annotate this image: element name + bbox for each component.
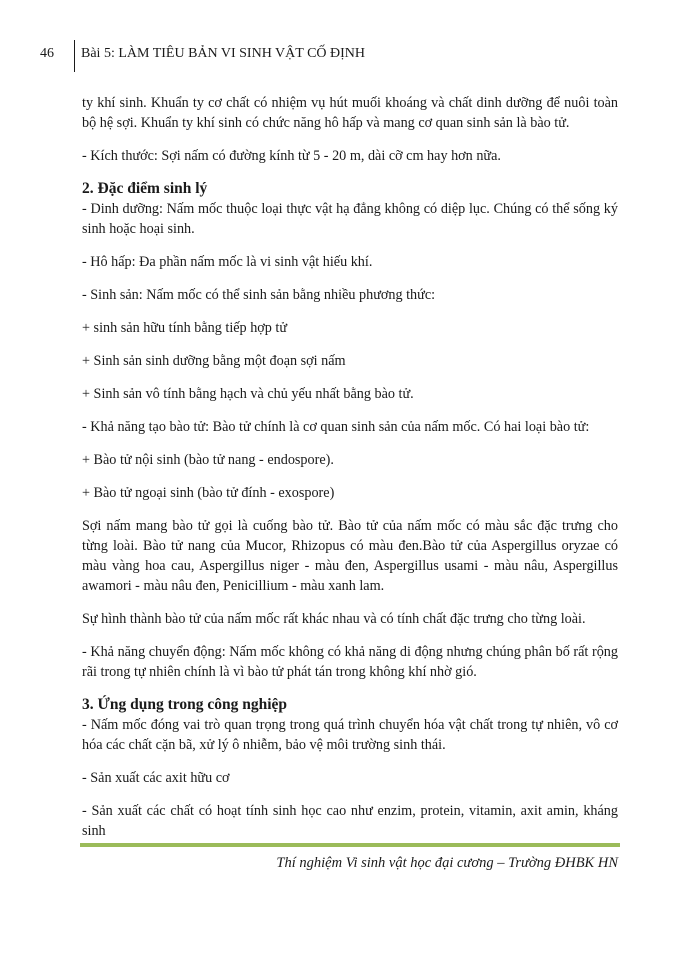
motility-paragraph: - Khả năng chuyển động: Nấm mốc không có khả năng di động nhưng chúng phân bố rất rộng rãi trong tự nhiên chính là vì bào tử phát tán trong không khí nhờ gió. [82, 644, 618, 680]
reproduction-item-vegetative: + Sinh sản sinh dưỡng bằng một đoạn sợi nấm [82, 353, 346, 369]
organic-acids-paragraph: - Sản xuất các axit hữu cơ [82, 770, 230, 786]
reproduction-paragraph: - Sinh sản: Nấm mốc có thể sinh sản bằng nhiều phương thức: [82, 287, 436, 303]
reproduction-item-asexual: + Sinh sản vô tính bằng hạch và chủ yếu nhất bằng bào tử. [82, 386, 414, 402]
header-divider [74, 40, 75, 72]
page-header [0, 0, 700, 80]
footer-text: Thí nghiệm Vi sinh vật học đại cương – Trường ĐHBK HN [276, 855, 618, 871]
ecology-role-paragraph: - Nấm mốc đóng vai trò quan trọng trong quá trình chuyển hóa vật chất trong tự nhiên, vô cơ hóa các chất cặn bã, xử lý ô nhiễm, bảo vệ môi trường sinh thái. [82, 717, 618, 753]
section-3-heading: 3. Ứng dụng trong công nghiệp [82, 696, 287, 713]
page-number: 46 [40, 46, 54, 61]
spore-item-endospore: + Bào tử nội sinh (bào tử nang - endospore). [82, 452, 334, 468]
spore-color-paragraph: Sợi nấm mang bào tử gọi là cuống bào tử. Bào tử của nấm mốc có màu sắc đặc trưng cho từng loài. Bào tử nang của Mucor, Rhizopus có màu đen.Bào tử của Aspergillus oryzae có màu vàng hoa cau, Aspergillus niger - màu đen, Aspergillus usami - màu nâu, Aspergillus awamori - màu nâu đen, Penicillium - màu xanh lam. [82, 518, 618, 594]
chapter-title: Bài 5: LÀM TIÊU BẢN VI SINH VẬT CỐ ĐỊNH [81, 46, 366, 61]
reproduction-item-sexual: + sinh sản hữu tính bằng tiếp hợp tử [82, 320, 288, 336]
intro-paragraph: ty khí sinh. Khuẩn ty cơ chất có nhiệm vụ hút muối khoáng và chất dinh dưỡng để nuôi toàn bộ hệ sợi. Khuẩn ty khí sinh có chức năng hô hấp và mang cơ quan sinh sản là bào tử. [82, 95, 618, 131]
spore-formation-paragraph: - Khả năng tạo bào tử: Bào tử chính là cơ quan sinh sản của nấm mốc. Có hai loại bào tử: [82, 419, 590, 435]
page-body [82, 93, 618, 841]
spore-item-exospore: + Bào tử ngoại sinh (bào tử đính - exospore) [82, 485, 335, 501]
section-2-heading: 2. Đặc điểm sinh lý [82, 180, 208, 197]
size-paragraph: - Kích thước: Sợi nấm có đường kính từ 5 - 20 m, dài cỡ cm hay hơn nữa. [82, 148, 501, 164]
bioactive-paragraph: - Sản xuất các chất có hoạt tính sinh học cao như enzim, protein, vitamin, axit amin, kháng sinh [82, 803, 618, 839]
nutrition-paragraph: - Dinh dưỡng: Nấm mốc thuộc loại thực vật hạ đẳng không có diệp lục. Chúng có thể sống ký sinh hoặc hoại sinh. [82, 201, 618, 237]
respiration-paragraph: - Hô hấp: Đa phần nấm mốc là vi sinh vật hiếu khí. [82, 254, 373, 270]
footer-rule [80, 843, 620, 847]
spore-variation-paragraph: Sự hình thành bào tử của nấm mốc rất khác nhau và có tính chất đặc trưng cho từng loài. [82, 611, 586, 627]
